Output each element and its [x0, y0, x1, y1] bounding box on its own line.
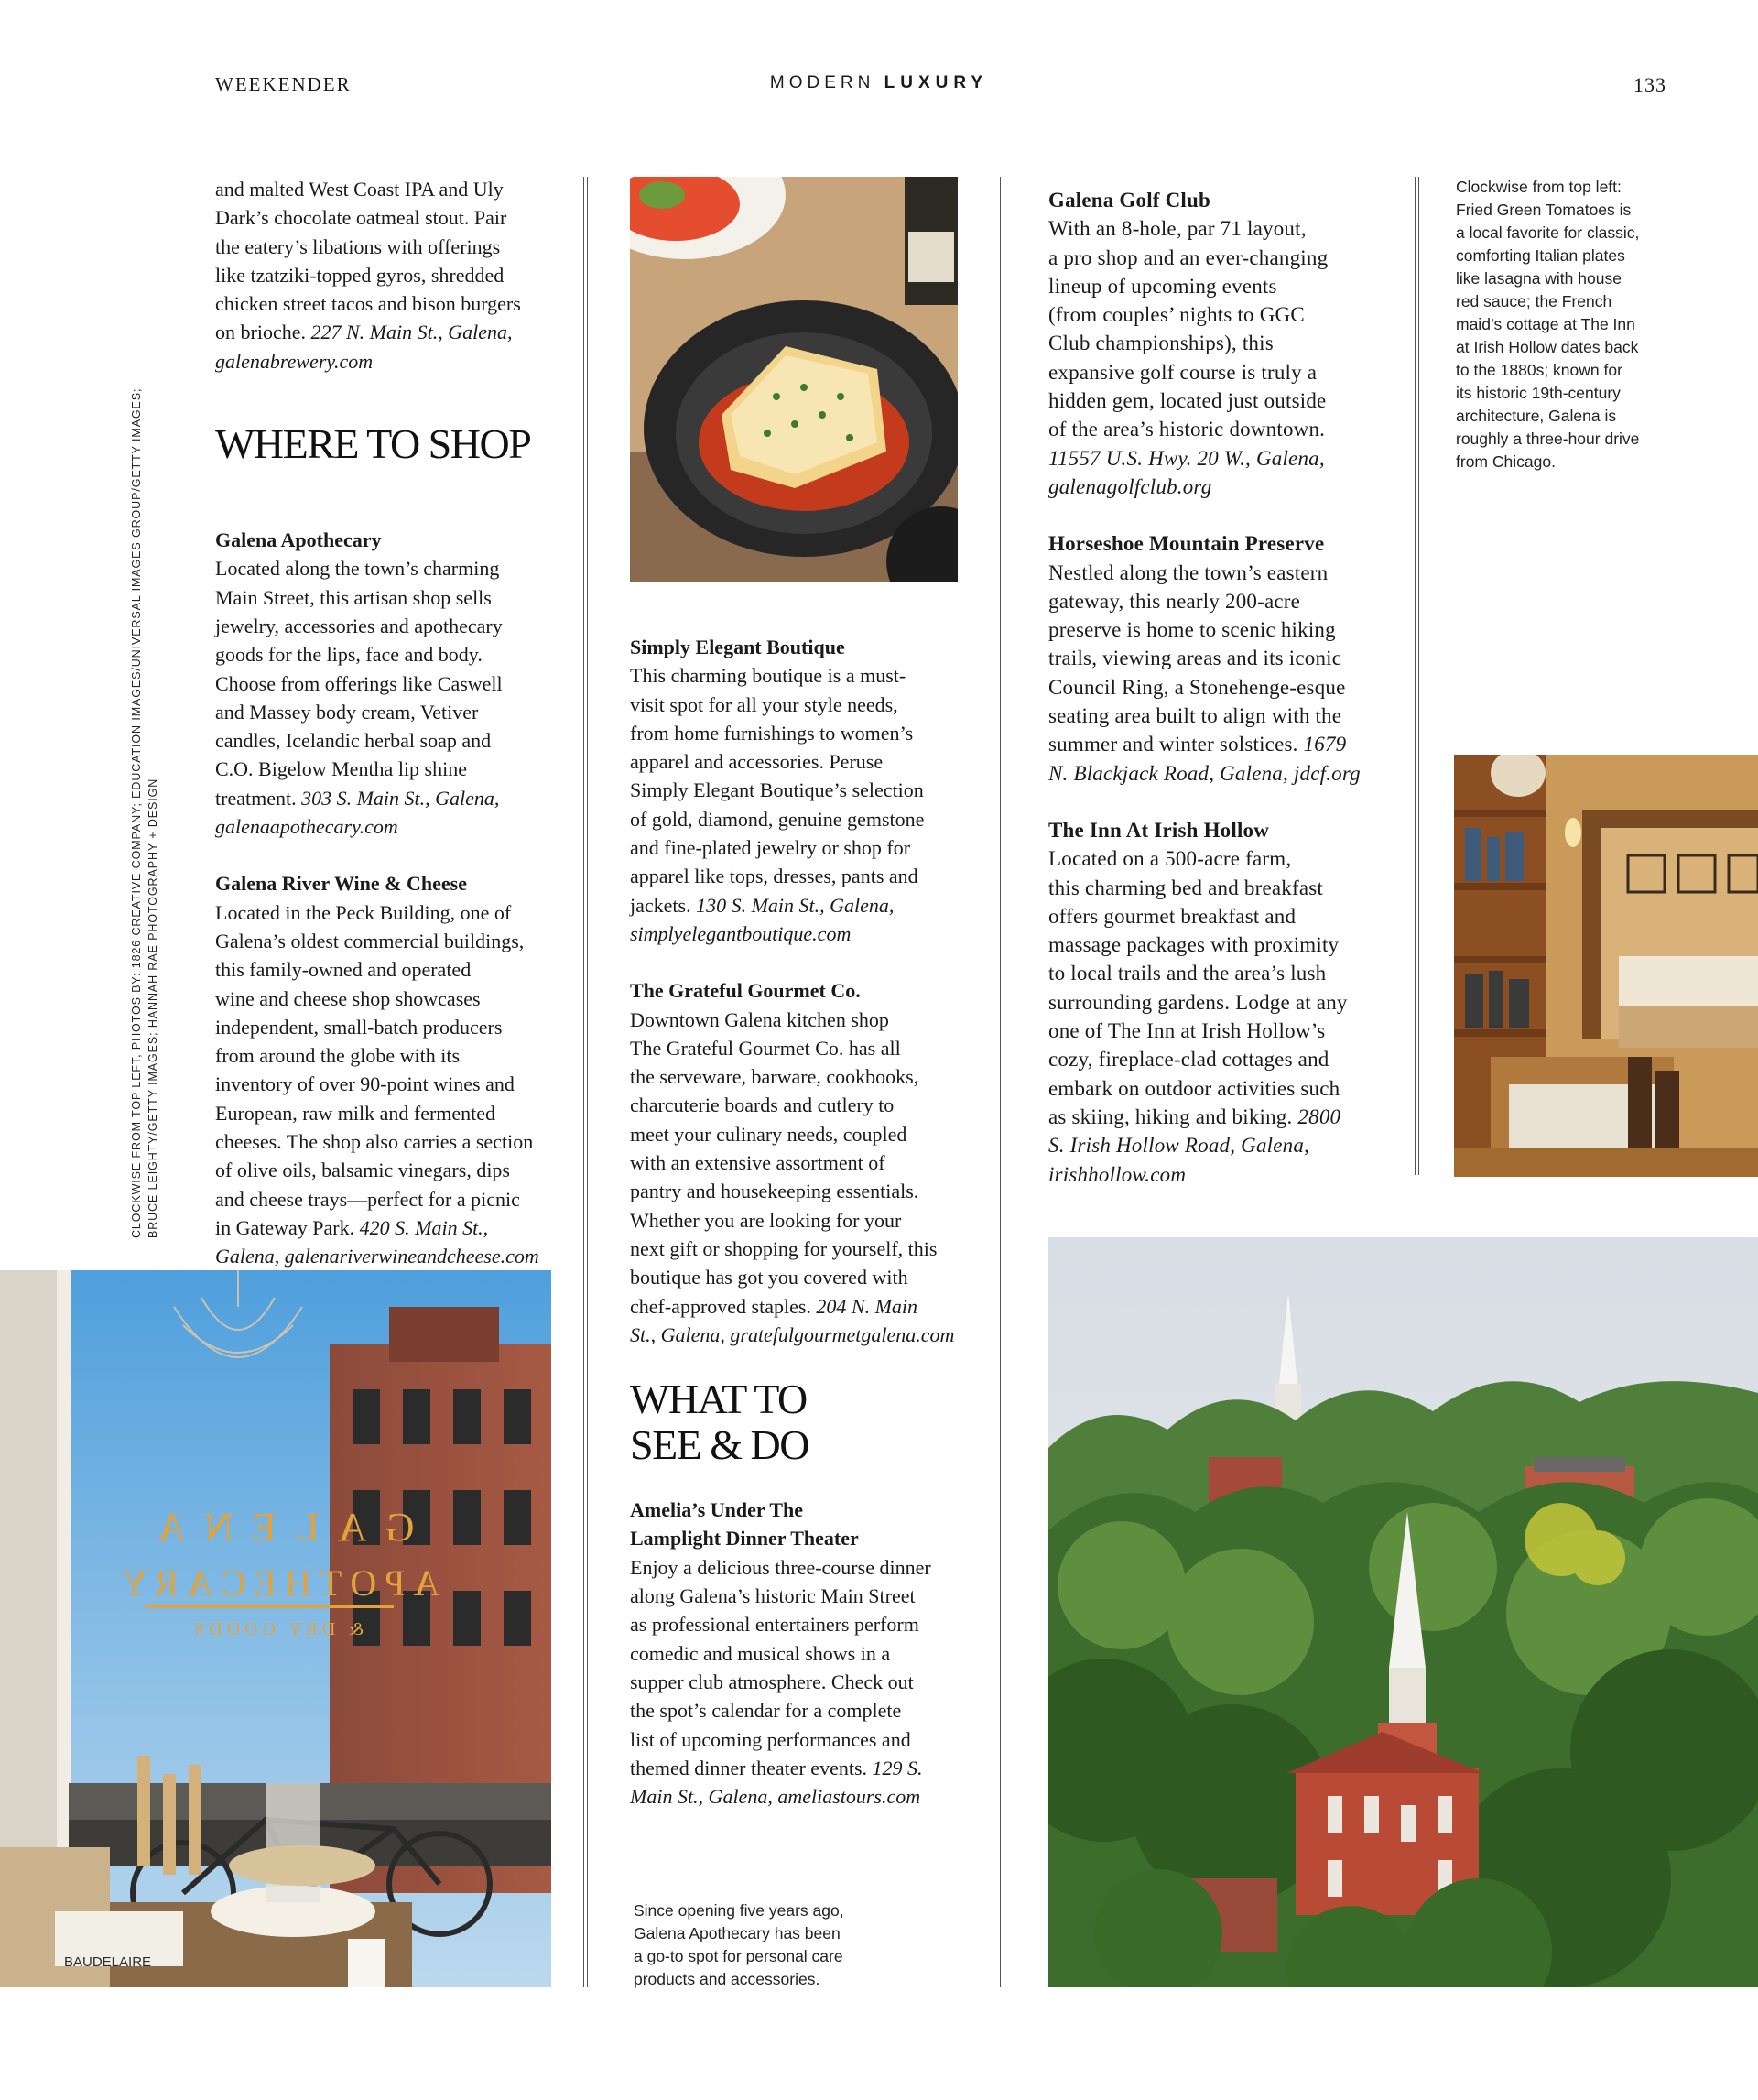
entry-line: pantry and housekeeping essentials.	[630, 1180, 919, 1203]
entry-address-2	[1048, 1131, 1396, 1159]
brand-logo	[0, 73, 1758, 93]
entry-address: 2800	[1297, 1104, 1341, 1128]
photo-credit-line-1: CLOCKWISE FROM TOP LEFT, PHOTOS BY: 1826 CREATIVE COMPANY; EDUCATION IMAGES/UNIVERSAL IMAGES GROUP/GETTY IMAGES;	[130, 387, 143, 1238]
entry-line: and fine-plated jewelry or shop for	[630, 836, 911, 860]
brand-logo-a: MODERN	[769, 73, 875, 92]
entry-line: of olive oils, balsamic vinegars, dips	[215, 1159, 510, 1182]
entry-line: preserve is home to scenic hiking	[1048, 618, 1336, 642]
entry-line: the serveware, barware, cookbooks,	[630, 1065, 919, 1089]
entry-line: seating area built to align with the	[1048, 704, 1342, 728]
entry-address: 420 S. Main St.,	[359, 1215, 489, 1239]
entry-title: Galena Apothecary	[215, 528, 382, 552]
caption-line: Since opening five years ago,	[634, 1901, 844, 1920]
entry-title: Simply Elegant Boutique	[630, 636, 845, 658]
caption-line: maid’s cottage at The Inn	[1456, 315, 1635, 333]
apothecary-window-photo	[0, 1270, 551, 1987]
caption-line: architecture, Galena is	[1456, 407, 1617, 425]
entry-line: Enjoy a delicious three-course dinner	[630, 1555, 931, 1579]
galena-apothecary-entry	[215, 526, 563, 841]
caption-line: roughly a three-hour drive	[1456, 430, 1640, 448]
brand-logo-b: LUXURY	[884, 73, 989, 92]
entry-line: boutique has got you covered with	[630, 1266, 908, 1289]
inn-interior-photo	[1454, 755, 1758, 1177]
entry-title: Horseshoe Mountain Preserve	[1048, 532, 1325, 556]
window-sign-line-3: & DRY GOODS	[190, 1619, 364, 1639]
grateful-gourmet-entry	[630, 976, 978, 1349]
entry-line: Club championships), this	[1048, 332, 1274, 355]
entry-line: This charming boutique is a must-	[630, 664, 906, 688]
entry-line: list of upcoming performances and	[630, 1727, 911, 1751]
column-rule-1	[583, 177, 588, 1987]
entry-line: as professional entertainers perform	[630, 1613, 919, 1637]
entry-line: C.O. Bigelow Mentha lip shine	[215, 757, 467, 781]
entry-line	[1048, 730, 1396, 758]
galena-church-photo	[1048, 1237, 1758, 1987]
brewery-line	[215, 318, 563, 346]
entry-line: Choose from offerings like Caswell	[215, 671, 503, 695]
entry-title: The Grateful Gourmet Co.	[630, 979, 861, 1003]
entry-title: Amelia’s Under The	[630, 1498, 804, 1522]
entry-address: 1679	[1303, 733, 1347, 756]
column-1	[215, 175, 563, 1271]
entry-line: meet your culinary needs, coupled	[630, 1122, 907, 1146]
section-title-line-2: SEE & DO	[630, 1421, 808, 1469]
entry-line: Located along the town’s charming	[215, 557, 500, 581]
entry-line: Whether you are looking for your	[630, 1208, 902, 1232]
lasagna-photo	[630, 177, 958, 582]
entry-line: Simply Elegant Boutique’s selection	[630, 778, 924, 802]
photo-credit-line-2: BRUCE LEIGHTY/GETTY IMAGES; HANNAH RAE PHOTOGRAPHY + DESIGN	[146, 778, 159, 1238]
entry-line: independent, small-batch producers	[215, 1015, 503, 1039]
simply-elegant-entry	[630, 633, 978, 948]
golf-club-entry	[1048, 186, 1396, 501]
entry-line	[630, 1754, 978, 1782]
entry-line	[215, 784, 563, 812]
entry-last-text: chef-approved staples.	[630, 1294, 817, 1318]
entry-line: from around the globe with its	[215, 1044, 461, 1068]
entry-last-text: treatment.	[215, 786, 302, 810]
brewery-line: chicken street tacos and bison burgers	[215, 292, 521, 316]
entry-website	[215, 812, 563, 841]
caption-line: Galena Apothecary has been	[634, 1924, 841, 1942]
entry-line: With an 8-hole, par 71 layout,	[1048, 217, 1307, 241]
entry-line: from home furnishings to women’s	[630, 721, 914, 745]
brewery-line: like tzatziki-topped gyros, shredded	[215, 263, 505, 287]
entry-line: hidden gem, located just outside	[1048, 389, 1327, 413]
column-rule-2	[1000, 177, 1004, 1987]
horseshoe-mountain-entry	[1048, 529, 1396, 788]
entry-website-text: galenagolfclub.org	[1048, 474, 1212, 498]
entry-line: jewelry, accessories and apothecary	[215, 614, 503, 637]
entry-last-text: themed dinner theater events.	[630, 1756, 873, 1779]
entry-last-text: as skiing, hiking and biking.	[1048, 1104, 1298, 1128]
entry-website-text: Galena, galenariverwineandcheese.com	[215, 1245, 539, 1268]
brewery-line: and malted West Coast IPA and Uly	[215, 178, 504, 201]
entry-line: Main Street, this artisan shop sells	[215, 585, 492, 609]
caption-line: at Irish Hollow dates back	[1456, 338, 1639, 356]
entry-line: visit spot for all your style needs,	[630, 692, 898, 716]
entry-line: the spot’s calendar for a complete	[630, 1699, 902, 1723]
entry-line: of the area’s historic downtown.	[1048, 418, 1326, 441]
entry-website-text: irishhollow.com	[1048, 1162, 1187, 1186]
brewery-line: the eatery’s libations with offerings	[215, 234, 501, 258]
apothecary-caption	[634, 1899, 982, 1991]
column-rule-3	[1415, 177, 1419, 1175]
section-title-line-1: WHAT TO	[630, 1376, 807, 1423]
entry-line: The Grateful Gourmet Co. has all	[630, 1036, 901, 1060]
brewery-paragraph	[215, 175, 563, 375]
caption-line: a local favorite for classic,	[1456, 223, 1640, 242]
entry-line: goods for the lips, face and body.	[215, 643, 483, 667]
box-label: BAUDELAIRE	[64, 1954, 152, 1970]
caption-line: its historic 19th-century	[1456, 384, 1621, 402]
entry-line: charcuterie boards and cutlery to	[630, 1094, 895, 1117]
entry-line: Downtown Galena kitchen shop	[630, 1007, 889, 1031]
entry-last-text: in Gateway Park.	[215, 1215, 360, 1239]
caption-line: comforting Italian plates	[1456, 246, 1625, 265]
caption-line: to the 1880s; known for	[1456, 361, 1622, 379]
entry-line	[1048, 1103, 1396, 1131]
entry-line: Located in the Peck Building, one of	[215, 900, 512, 924]
entry-line: cheeses. The shop also carries a section	[215, 1130, 534, 1154]
page-number: 133	[1633, 73, 1666, 96]
brewery-address: 227 N. Main St., Galena,	[310, 321, 513, 344]
entry-line	[215, 1213, 563, 1242]
entry-website	[630, 1321, 978, 1349]
entry-website-text: Main St., Galena, ameliastours.com	[630, 1785, 921, 1809]
entry-title: Galena Golf Club	[1048, 189, 1211, 212]
entry-address-2-text: S. Irish Hollow Road, Galena,	[1048, 1134, 1309, 1158]
entry-line	[630, 891, 978, 919]
photo-credit	[128, 359, 165, 1238]
entry-line: next gift or shopping for yourself, this	[630, 1236, 938, 1260]
brewery-website	[215, 347, 563, 375]
entry-website	[1048, 473, 1396, 501]
entry-line: gateway, this nearly 200-acre	[1048, 589, 1301, 613]
entry-website-text: N. Blackjack Road, Galena, jdcf.org	[1048, 761, 1361, 785]
brewery-line: Dark’s chocolate oatmeal stout. Pair	[215, 206, 507, 230]
entry-website-text: galenaapothecary.com	[215, 815, 398, 839]
entry-line	[630, 1292, 978, 1321]
entry-website	[1048, 1160, 1396, 1189]
entry-line: Galena’s oldest commercial buildings,	[215, 929, 525, 952]
caption-line: like lasagna with house	[1456, 269, 1622, 288]
entry-website	[1048, 759, 1396, 788]
entry-line: one of The Inn at Irish Hollow’s	[1048, 1019, 1326, 1043]
amelias-entry	[630, 1496, 978, 1811]
caption-line: products and accessories.	[634, 1970, 820, 1988]
entry-website-text: St., Galena, gratefulgourmetgalena.com	[630, 1322, 955, 1346]
entry-address: 303 S. Main St., Galena,	[301, 786, 500, 810]
section-title-shop: WHERE TO SHOP	[215, 420, 531, 468]
entry-line: inventory of over 90-point wines and	[215, 1072, 515, 1096]
caption-line: from Chicago.	[1456, 452, 1556, 471]
entry-line: Nestled along the town’s eastern	[1048, 560, 1329, 584]
entry-line: this charming bed and breakfast	[1048, 876, 1323, 899]
entry-line: and cheese trays—perfect for a picnic	[215, 1187, 520, 1211]
entry-line: trails, viewing areas and its iconic	[1048, 647, 1342, 670]
entry-line: of gold, diamond, genuine gemstone	[630, 807, 925, 831]
galena-river-wine-entry	[215, 869, 563, 1270]
column-3	[1048, 186, 1396, 1189]
entry-line: wine and cheese shop showcases	[215, 986, 481, 1010]
caption-line: Clockwise from top left:	[1456, 178, 1622, 196]
brewery-website-text: galenabrewery.com	[215, 349, 374, 373]
entry-line: European, raw milk and fermented	[215, 1101, 496, 1125]
entry-last-text: summer and winter solstices.	[1048, 733, 1304, 756]
irish-hollow-entry	[1048, 816, 1396, 1189]
entry-line: lineup of upcoming events	[1048, 274, 1277, 298]
entry-line: a pro shop and an ever-changing	[1048, 245, 1329, 269]
entry-address: 204 N. Main	[816, 1294, 918, 1318]
entry-line: supper club atmosphere. Check out	[630, 1670, 914, 1693]
entry-last-text: jackets.	[630, 893, 697, 917]
entry-line: along Galena’s historic Main Street	[630, 1584, 916, 1608]
window-sign-line-1: GALENA	[138, 1505, 415, 1550]
entry-address-text: 11557 U.S. Hwy. 20 W., Galena,	[1048, 446, 1325, 470]
entry-line: this family-owned and operated	[215, 958, 472, 982]
caption-line: Fried Green Tomatoes is	[1456, 201, 1632, 219]
entry-title: The Inn At Irish Hollow	[1048, 818, 1270, 842]
entry-line: Council Ring, a Stonehenge-esque	[1048, 675, 1346, 699]
side-caption	[1456, 176, 1731, 473]
entry-line: apparel like tops, dresses, pants and	[630, 865, 918, 888]
entry-website	[215, 1242, 563, 1270]
entry-line: candles, Icelandic herbal soap and	[215, 729, 492, 753]
entry-line: massage packages with proximity	[1048, 933, 1340, 957]
entry-line: cozy, fireplace-clad cottages and	[1048, 1048, 1329, 1072]
entry-title: Lamplight Dinner Theater	[630, 1527, 859, 1551]
entry-title: Galena River Wine & Cheese	[215, 872, 467, 896]
column-2	[630, 633, 978, 1811]
entry-line: (from couples’ nights to GGC	[1048, 303, 1305, 327]
caption-line: a go-to spot for personal care	[634, 1947, 843, 1965]
entry-address	[1048, 444, 1396, 473]
entry-line: offers gourmet breakfast and	[1048, 904, 1297, 928]
entry-line: Located on a 500-acre farm,	[1048, 847, 1292, 871]
entry-website	[630, 1782, 978, 1811]
entry-line: expansive golf course is truly a	[1048, 360, 1318, 384]
entry-line: surrounding gardens. Lodge at any	[1048, 990, 1348, 1014]
caption-line: red sauce; the French	[1456, 292, 1612, 310]
entry-line: and Massey body cream, Vetiver	[215, 700, 479, 724]
window-sign-line-2: APOTHECARY	[113, 1562, 440, 1604]
entry-address: 130 S. Main St., Galena,	[696, 893, 895, 917]
entry-website	[630, 919, 978, 948]
entry-line: with an extensive assortment of	[630, 1151, 885, 1175]
entry-line: to local trails and the area’s lush	[1048, 962, 1327, 985]
brewery-last-text: on brioche.	[215, 321, 311, 344]
entry-website-text: simplyelegantboutique.com	[630, 921, 852, 945]
entry-address: 129 S.	[872, 1756, 923, 1779]
entry-line: comedic and musical shows in a	[630, 1641, 891, 1665]
entry-line: apparel and accessories. Peruse	[630, 750, 884, 774]
section-title-see-do	[630, 1376, 978, 1468]
entry-line: embark on outdoor activities such	[1048, 1076, 1340, 1100]
section-name: WEEKENDER	[215, 73, 352, 95]
